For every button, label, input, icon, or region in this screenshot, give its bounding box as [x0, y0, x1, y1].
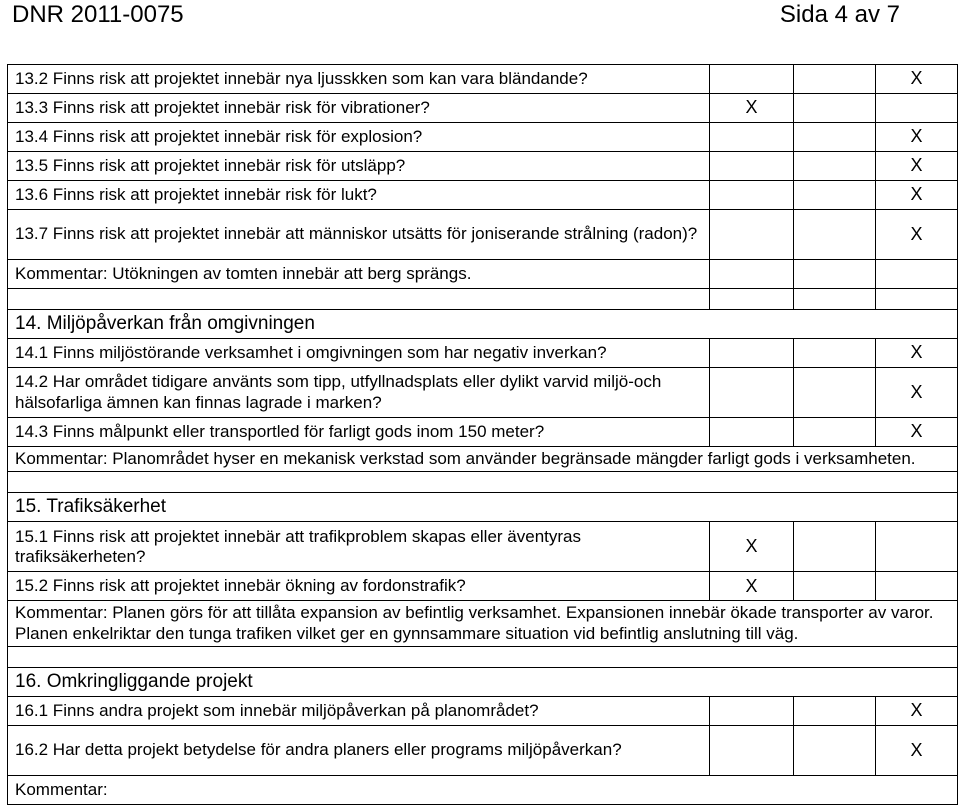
table-row — [8, 726, 958, 776]
comment-text: Kommentar: — [8, 776, 958, 805]
question-text: 13.2 Finns risk att projektet innebär nya ljusskken som kan vara bländande? — [8, 65, 710, 94]
answer-cell-unsure — [794, 181, 876, 210]
answer-cell-yes — [710, 210, 794, 260]
section-heading-row — [8, 668, 958, 697]
answer-cell-yes: X — [710, 572, 794, 601]
answer-cell-yes — [710, 152, 794, 181]
spacer-row — [8, 289, 958, 310]
answer-cell-yes: X — [710, 522, 794, 572]
answer-cell-unsure — [794, 726, 876, 776]
answer-cell-unsure — [794, 94, 876, 123]
table-row — [8, 181, 958, 210]
question-text: 14.1 Finns miljöstörande verksamhet i omgivningen som har negativ inverkan? — [8, 339, 710, 368]
answer-cell-no: X — [876, 339, 958, 368]
section-title: 16. Omkringliggande projekt — [8, 668, 958, 697]
question-text: 15.1 Finns risk att projektet innebär att trafikproblem skapas eller äventyras trafiksäkerheten? — [8, 522, 710, 572]
empty-cell — [876, 289, 958, 310]
section-heading-row — [8, 310, 958, 339]
page-header — [0, 0, 960, 40]
table-row — [8, 418, 958, 447]
question-text: 14.3 Finns målpunkt eller transportled för farligt gods inom 150 meter? — [8, 418, 710, 447]
answer-cell-no — [876, 522, 958, 572]
checklist-table — [7, 64, 958, 805]
empty-cell — [876, 260, 958, 289]
question-text: 15.2 Finns risk att projektet innebär ökning av fordonstrafik? — [8, 572, 710, 601]
comment-row — [8, 260, 958, 289]
spacer-row — [8, 472, 958, 493]
answer-cell-no: X — [876, 697, 958, 726]
answer-cell-unsure — [794, 65, 876, 94]
answer-cell-unsure — [794, 339, 876, 368]
question-text: 16.1 Finns andra projekt som innebär miljöpåverkan på planområdet? — [8, 697, 710, 726]
answer-cell-yes — [710, 418, 794, 447]
table-row — [8, 572, 958, 601]
table-row — [8, 697, 958, 726]
section-title: 14. Miljöpåverkan från omgivningen — [8, 310, 958, 339]
answer-cell-no — [876, 572, 958, 601]
answer-cell-unsure — [794, 418, 876, 447]
answer-cell-yes — [710, 697, 794, 726]
table-row — [8, 368, 958, 418]
comment-text: Kommentar: Planområdet hyser en mekanisk verkstad som använder begränsade mängder farligt gods i verksamheten. — [8, 447, 958, 472]
empty-cell — [710, 289, 794, 310]
section-heading-row — [8, 493, 958, 522]
answer-cell-no — [876, 94, 958, 123]
question-text: 13.5 Finns risk att projektet innebär risk för utsläpp? — [8, 152, 710, 181]
answer-cell-no: X — [876, 181, 958, 210]
comment-row — [8, 447, 958, 472]
section-title: 15. Trafiksäkerhet — [8, 493, 958, 522]
comment-row — [8, 776, 958, 805]
empty-cell — [710, 260, 794, 289]
answer-cell-unsure — [794, 522, 876, 572]
question-text: 13.4 Finns risk att projektet innebär risk för explosion? — [8, 123, 710, 152]
empty-cell — [8, 647, 958, 668]
answer-cell-yes — [710, 368, 794, 418]
answer-cell-unsure — [794, 697, 876, 726]
answer-cell-no: X — [876, 152, 958, 181]
question-text: 13.3 Finns risk att projektet innebär risk för vibrationer? — [8, 94, 710, 123]
answer-cell-yes — [710, 123, 794, 152]
table-row — [8, 522, 958, 572]
comment-text: Kommentar: Planen görs för att tillåta expansion av befintlig verksamhet. Expansionen innebär ökade transporter av varor. Planen enkelriktar den tunga trafiken vilket ger en gynnsammare situation vid befintlig anslutning till väg. — [8, 601, 958, 647]
answer-cell-no: X — [876, 123, 958, 152]
empty-cell — [794, 260, 876, 289]
table-row — [8, 94, 958, 123]
empty-cell — [8, 472, 958, 493]
answer-cell-yes — [710, 726, 794, 776]
answer-cell-yes: X — [710, 94, 794, 123]
answer-cell-yes — [710, 339, 794, 368]
question-text: 14.2 Har området tidigare använts som tipp, utfyllnadsplats eller dylikt varvid miljö-och hälsofarliga ämnen kan finnas lagrade i marken? — [8, 368, 710, 418]
question-text: 13.7 Finns risk att projektet innebär att människor utsätts för joniserande strålning (radon)? — [8, 210, 710, 260]
document-number: DNR 2011-0075 — [12, 1, 184, 28]
page-number: Sida 4 av 7 — [779, 1, 900, 28]
table-row — [8, 123, 958, 152]
empty-cell — [794, 289, 876, 310]
answer-cell-unsure — [794, 152, 876, 181]
comment-row — [8, 601, 958, 647]
question-text: 13.6 Finns risk att projektet innebär risk för lukt? — [8, 181, 710, 210]
table-row — [8, 65, 958, 94]
answer-cell-no: X — [876, 368, 958, 418]
answer-cell-unsure — [794, 123, 876, 152]
question-text: 16.2 Har detta projekt betydelse för andra planers eller programs miljöpåverkan? — [8, 726, 710, 776]
answer-cell-yes — [710, 181, 794, 210]
table-row — [8, 152, 958, 181]
table-row — [8, 210, 958, 260]
answer-cell-no: X — [876, 65, 958, 94]
answer-cell-unsure — [794, 210, 876, 260]
answer-cell-yes — [710, 65, 794, 94]
answer-cell-no: X — [876, 726, 958, 776]
empty-cell — [8, 289, 710, 310]
answer-cell-unsure — [794, 572, 876, 601]
answer-cell-unsure — [794, 368, 876, 418]
answer-cell-no: X — [876, 210, 958, 260]
comment-text: Kommentar: Utökningen av tomten innebär att berg sprängs. — [8, 260, 710, 289]
answer-cell-no: X — [876, 418, 958, 447]
spacer-row — [8, 647, 958, 668]
table-row — [8, 339, 958, 368]
